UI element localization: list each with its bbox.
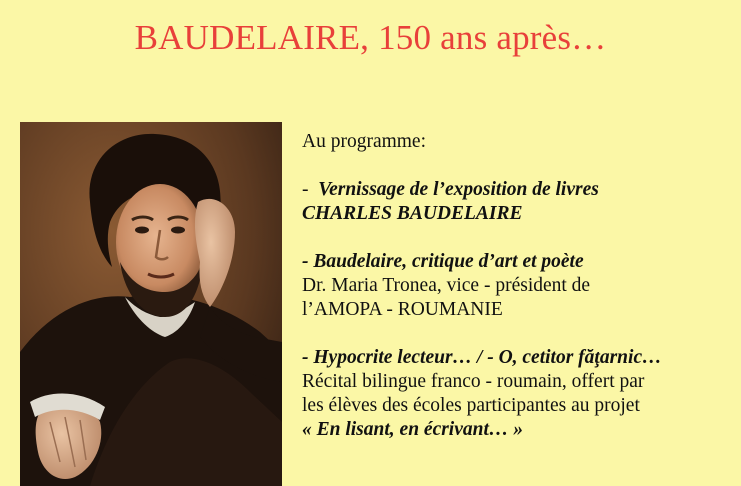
program-item-1-title	[302, 178, 734, 202]
program-item-1-subtitle: CHARLES BAUDELAIRE	[302, 203, 523, 224]
program-item-2-line-1: Dr. Maria Tronea, vice - président de	[302, 275, 591, 296]
program-item-2-title: - Baudelaire, critique d’art et poète	[302, 251, 584, 272]
portrait-drawing	[20, 122, 282, 486]
program-item-3-title: - Hypocrite lecteur… / - O, cetitor făţarnic…	[302, 347, 662, 368]
program-item-1-title-text: Vernissage de l’exposition de livres	[318, 179, 599, 200]
program-item-2-line-2: l’AMOPA - ROUMANIE	[302, 299, 503, 320]
page-title: BAUDELAIRE, 150 ans après…	[134, 18, 607, 57]
program-intro: Au programme:	[302, 131, 427, 152]
program-item-3-line-2: les élèves des écoles participantes au projet	[302, 395, 640, 416]
program-item-3-line-1: Récital bilingue franco - roumain, offert par	[302, 371, 645, 392]
program-item-3-quote: « En lisant, en écrivant… »	[302, 419, 524, 440]
program-text	[302, 130, 734, 442]
baudelaire-portrait	[20, 122, 282, 486]
program-item-1-dash: -	[302, 179, 309, 200]
